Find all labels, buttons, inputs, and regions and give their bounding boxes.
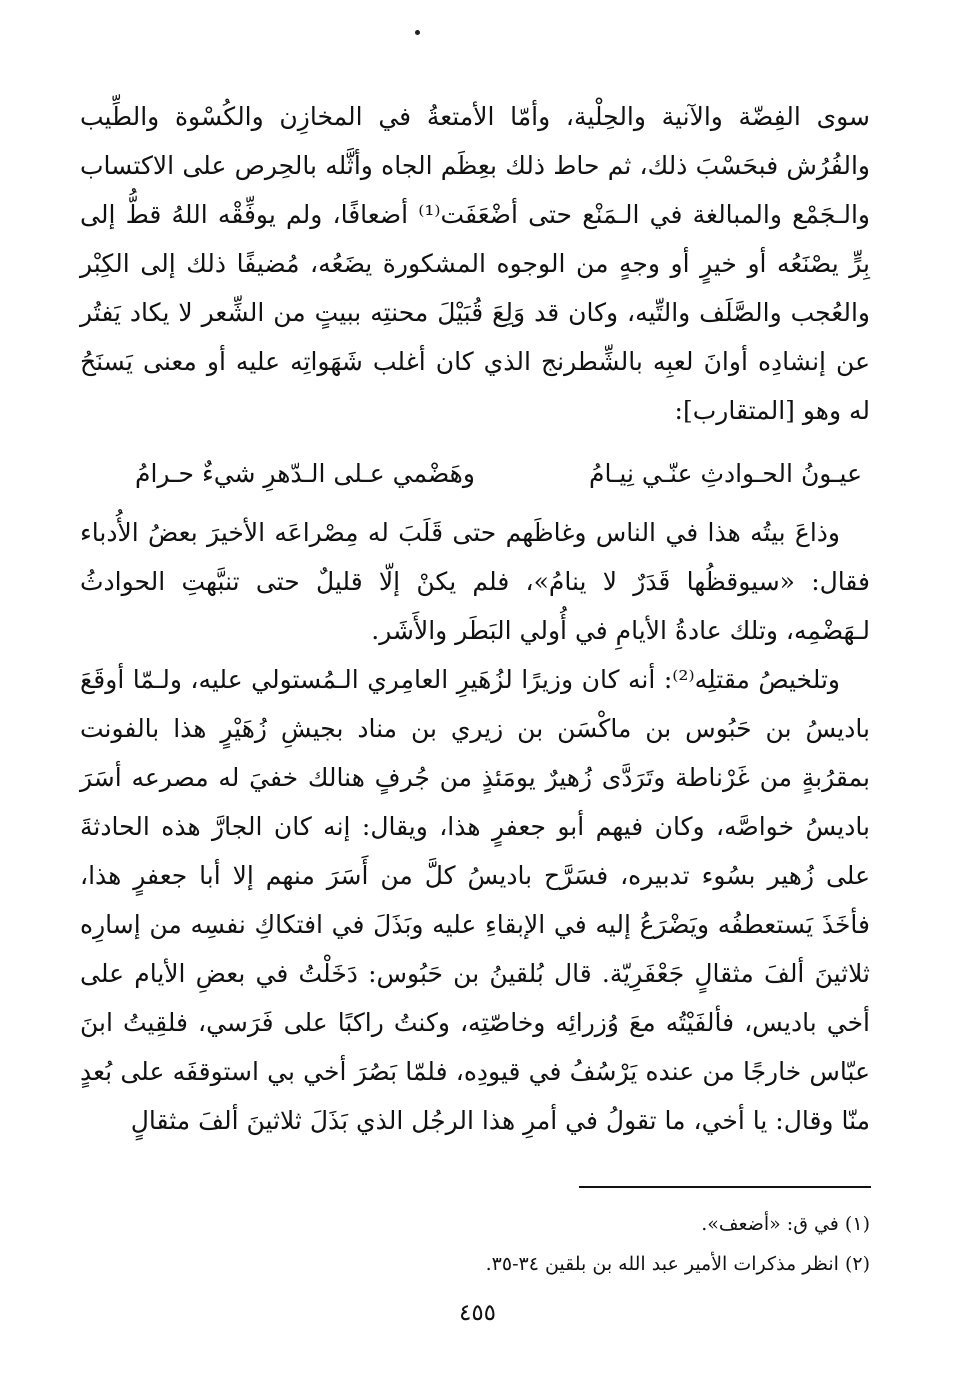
footnote-divider [579, 1186, 871, 1188]
poetry-verse [80, 449, 870, 498]
paragraph-1: سوى الفِضّة والآنية والحِلْية، وأمّا الأمتعةُ في المخازِن والكُسْوة والطِّيب والفُرُش فبحَسْبَ ذلك، ثم حاط ذلك بعِظَم الجاه وأثَّله بالحِرص على الاكتساب والـجَمْع والمبالغة في الـمَنْع حتى أضْعَفَت⁽¹⁾ أضعافًا، ولم يوفِّقْه اللهُ قطُّ إلى بِرٍّ يصْنَعُه أو خيرٍ أو وجهٍ من الوجوه المشكورة يضَعُه، مُضيفًا ذلك إلى الكِبْر والعُجب والصَّلَف والتِّيه، وكان قد وَلِعَ قُبَيْلَ محنتِه ببيتٍ من الشِّعر لا يكاد يَفتُر عن إنشادِه أوانَ لعبِه بالشِّطرنج الذي كان أغلب شَهَواتِه عليه أو معنى يَسنَحُ له وهو [المتقارب]: [80, 102, 870, 425]
paragraph-3: وتلخيصُ مقتلِه⁽²⁾: أنه كان وزيرًا لزُهَيرِ العامِري الـمُستولي عليه، ولـمّا أوقَعَ باديسُ بن حَبُوس بن ماكْسَن بن زيري بن مناد بجيشِ زُهَيْرٍ هذا بالفونت بمقرُبةٍ من غَرْناطة وتَرَدَّى زُهيرٌ يومَئذٍ من جُرفٍ هنالك خفيَ له مصرعه أسَرَ باديسُ خواصَّه، وكان فيهم أبو جعفرٍ هذا، ويقال: إنه كان الجارَّ هذه الحادثةَ على زُهير بسُوء تدبيره، فسَرَّح باديسُ كلَّ من أَسَرَ منهم إلا أبا جعفرٍ هذا، فأخَذَ يَستعطفُه ويَضْرَعُ إليه في الإبقاءِ عليه وبَذَلَ في افتكاكِ نفسِه من إسارِه ثلاثينَ ألفَ مثقالٍ جَعْفَرِيّة. قال بُلقينُ بن حَبُوس: دَخَلْتُ في بعضِ الأيام على أخي باديس، فألفَيْتُه معَ وُزرائِه وخاصّتِه، وكنتُ راكبًا على فَرَسي، فلقِيتُ ابنَ عبّاس خارجًا من عنده يَرْسُفُ في قيودِه، فلمّا بَصُرَ أخي بي استوقفَه على بُعدٍ منّا وقال: يا أخي، ما تقولُ في أمرِ هذا الرجُل الذي بَذَلَ ثلاثينَ ألفَ مثقالٍ [80, 665, 870, 1135]
verse-first-hemistich: عيـونُ الحـوادثِ عنّـي نِيـامُ [589, 459, 862, 488]
verse-second-hemistich: وهَضْمي عـلى الـدّهرِ شيءٌ حـرامُ [135, 459, 475, 488]
page-number: ٤٥٥ [458, 1300, 497, 1326]
footnote-2: (٢) انظر مذكرات الأمير عبد الله بن بلقين ٣٤-٣٥. [485, 1253, 870, 1275]
footnote-1: (١) في ق: «أضعف». [701, 1213, 870, 1235]
header-dot [415, 30, 420, 35]
main-text [80, 92, 870, 1145]
footnotes [80, 1204, 870, 1284]
paragraph-2: وذاعَ بيتُه هذا في الناس وغاظَهم حتى قَلَبَ له مِصْراعَه الأخيرَ بعضُ الأُدباء فقال: «سيوقظُها قَدَرٌ لا ينامُ»، فلم يكنْ إلّا قليلٌ حتى تنبَّهتِ الحوادثُ لـهَضْمِه، وتلك عادةُ الأيامِ في أُولي البَطَر والأَشَر. [80, 518, 870, 645]
